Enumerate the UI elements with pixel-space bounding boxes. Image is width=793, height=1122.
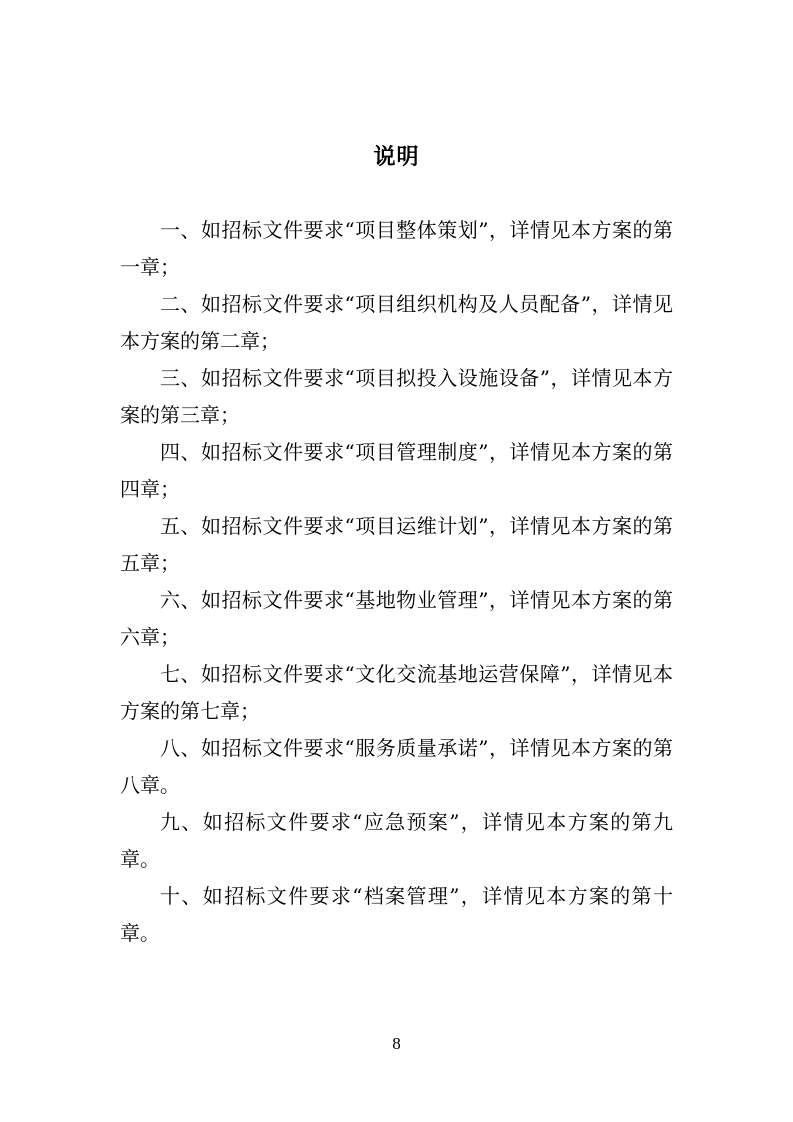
paragraph-9: 九、如招标文件要求“应急预案”，详情见本方案的第九章。 — [120, 810, 673, 871]
paragraph-8: 八、如招标文件要求“服务质量承诺”，详情见本方案的第八章。 — [120, 736, 673, 797]
paragraph-3: 三、如招标文件要求“项目拟投入设施设备”，详情见本方案的第三章； — [120, 366, 673, 427]
page-title: 说明 — [373, 144, 420, 170]
paragraph-4: 四、如招标文件要求“项目管理制度”，详情见本方案的第四章； — [120, 440, 673, 501]
paragraph-5: 五、如招标文件要求“项目运维计划”，详情见本方案的第五章； — [120, 514, 673, 575]
paragraph-1: 一、如招标文件要求“项目整体策划”，详情见本方案的第一章； — [120, 218, 673, 279]
page-number: 8 — [392, 1034, 401, 1053]
paragraph-10: 十、如招标文件要求“档案管理”，详情见本方案的第十章。 — [120, 884, 673, 945]
paragraph-2: 二、如招标文件要求“项目组织机构及人员配备”，详情见本方案的第二章； — [120, 292, 673, 353]
paragraph-6: 六、如招标文件要求“基地物业管理”，详情见本方案的第六章； — [120, 588, 673, 649]
document-body — [120, 212, 673, 952]
paragraph-7: 七、如招标文件要求“文化交流基地运营保障”，详情见本方案的第七章； — [120, 662, 673, 723]
